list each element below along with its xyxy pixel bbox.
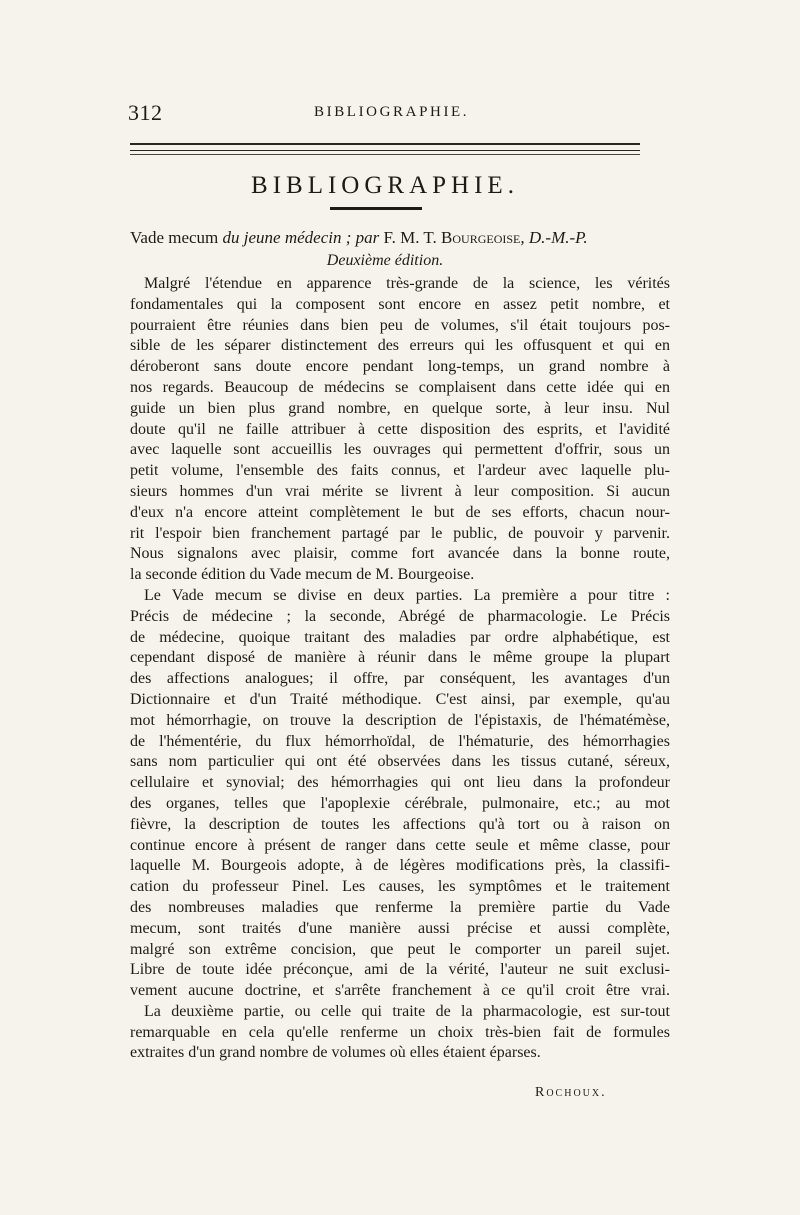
book-title — [130, 228, 680, 248]
text-line: des organes, telles que l'apoplexie cérébrale, pulmonaire, etc.; au mot — [130, 794, 670, 812]
text-line: nos regards. Beaucoup de médecins se complaisent dans cette idée qui en — [130, 378, 670, 396]
text-line: Malgré l'étendue en apparence très-grande de la science, les vérités — [144, 275, 670, 292]
text-line: sieurs hommes d'un vrai mérite se livrent à leur composition. Si aucun — [130, 482, 670, 500]
running-title: BIBLIOGRAPHIE. — [314, 104, 470, 120]
text-line: de l'hémentérie, du flux hémorrhoïdal, de l'hématurie, des hémorrhagies — [130, 732, 670, 750]
text-line: fondamentales qui la composent sont encore en assez petit nombre, et — [130, 295, 670, 313]
text-line: cependant disposé de manière à réunir dans le même groupe la plupart — [130, 649, 670, 667]
text-line: continue encore à présent de ranger dans cette seule et même classe, pour — [130, 836, 670, 854]
text-line: malgré son extrême concision, que peut le comporter un pareil sujet. — [130, 940, 670, 958]
book-author: F. M. T. Bourgeoise — [383, 228, 521, 247]
text-line: petit volume, l'ensemble des faits connus, et l'ardeur avec laquelle plu- — [130, 462, 670, 480]
text-line: cation du professeur Pinel. Les causes, les symptômes et le traitement — [130, 878, 670, 896]
header-thin-rule — [130, 154, 640, 155]
running-head — [128, 100, 642, 130]
text-line: laquelle M. Bourgeois adopte, à de légères modifications près, la classifi- — [130, 857, 670, 875]
text-line: extraites d'un grand nombre de volumes où elles étaient éparses. — [130, 1044, 541, 1062]
text-line: vement aucune doctrine, et s'arrête franchement à ce qu'il croit être vrai. — [130, 982, 670, 1000]
section-title: BIBLIOGRAPHIE. — [251, 172, 519, 199]
reviewer-signature: Rochoux. — [535, 1085, 607, 1100]
book-title-start: Vade mecum — [130, 228, 223, 247]
text-line: mot hémorrhagie, on trouve la description de l'épistaxis, de l'hématémèse, — [130, 711, 670, 729]
book-edition: Deuxième édition. — [326, 252, 444, 269]
text-line: déroberont sans doute encore pendant long-temps, un grand nombre à — [130, 358, 670, 376]
text-line: pourraient être réunies dans bien peu de volumes, s'il était toujours pos- — [130, 316, 670, 334]
text-line: de médecine, quoique traitant des maladies par ordre alphabétique, est — [130, 628, 670, 646]
text-line: la seconde édition du Vade mecum de M. Bourgeoise. — [130, 566, 475, 584]
review-body — [130, 274, 670, 1064]
header-double-rule — [130, 143, 640, 151]
book-title-italic: du jeune médecin ; par — [222, 228, 384, 247]
text-line: La deuxième partie, ou celle qui traite de la pharmacologie, est sur-tout — [144, 1002, 670, 1020]
text-line: des affections analogues; il offre, par conséquent, les avantages d'un — [130, 670, 670, 688]
text-line: mecum, sont traités d'une manière aussi précise et aussi complète, — [130, 919, 670, 937]
text-line: rit l'espoir bien franchement partagé par le public, de pouvoir y parvenir. — [130, 524, 670, 542]
text-line: Précis de médecine ; la seconde, Abrégé de pharmacologie. Le Précis — [130, 607, 670, 625]
text-line: guide un bien plus grand nombre, en quelque sorte, à leur insu. Nul — [130, 399, 670, 417]
text-line: d'eux n'a encore atteint complètement le but de ses efforts, chacun nour- — [130, 503, 670, 521]
text-line: sans nom particulier qui ont été observées dans les tissus cutané, séreux, — [130, 753, 670, 771]
text-line: Dictionnaire et d'un Traité méthodique. C'est ainsi, par exemple, qu'au — [130, 690, 670, 708]
text-line: sible de les séparer distinctement des erreurs qui les offusquent et qui en — [130, 337, 670, 355]
title-underline — [330, 207, 422, 210]
text-line: Libre de toute idée préconçue, ami de la vérité, l'auteur ne suit exclusi- — [130, 961, 670, 979]
author-degree: , D.-M.-P. — [520, 228, 588, 247]
text-line: doute qu'il ne faille attribuer à cette disposition des esprits, et l'avidité — [130, 420, 670, 438]
text-line: des nombreuses maladies que renferme la première partie du Vade — [130, 898, 670, 916]
text-line: fièvre, la description de toutes les affections qu'à tort ou à raison on — [130, 815, 670, 833]
text-line: cellulaire et synovial; des hémorrhagies qui ont lieu dans la profondeur — [130, 774, 670, 792]
text-line: Nous signalons avec plaisir, comme fort avancée dans la bonne route, — [130, 545, 670, 563]
text-line: Le Vade mecum se divise en deux parties. La première a pour titre : — [144, 586, 670, 604]
text-line: avec laquelle sont accueillis les ouvrages qui permettent d'offrir, sous un — [130, 441, 670, 459]
page-number: 312 — [128, 100, 163, 125]
text-line: remarquable en cela qu'elle renferme un choix très-bien fait de formules — [130, 1023, 670, 1041]
